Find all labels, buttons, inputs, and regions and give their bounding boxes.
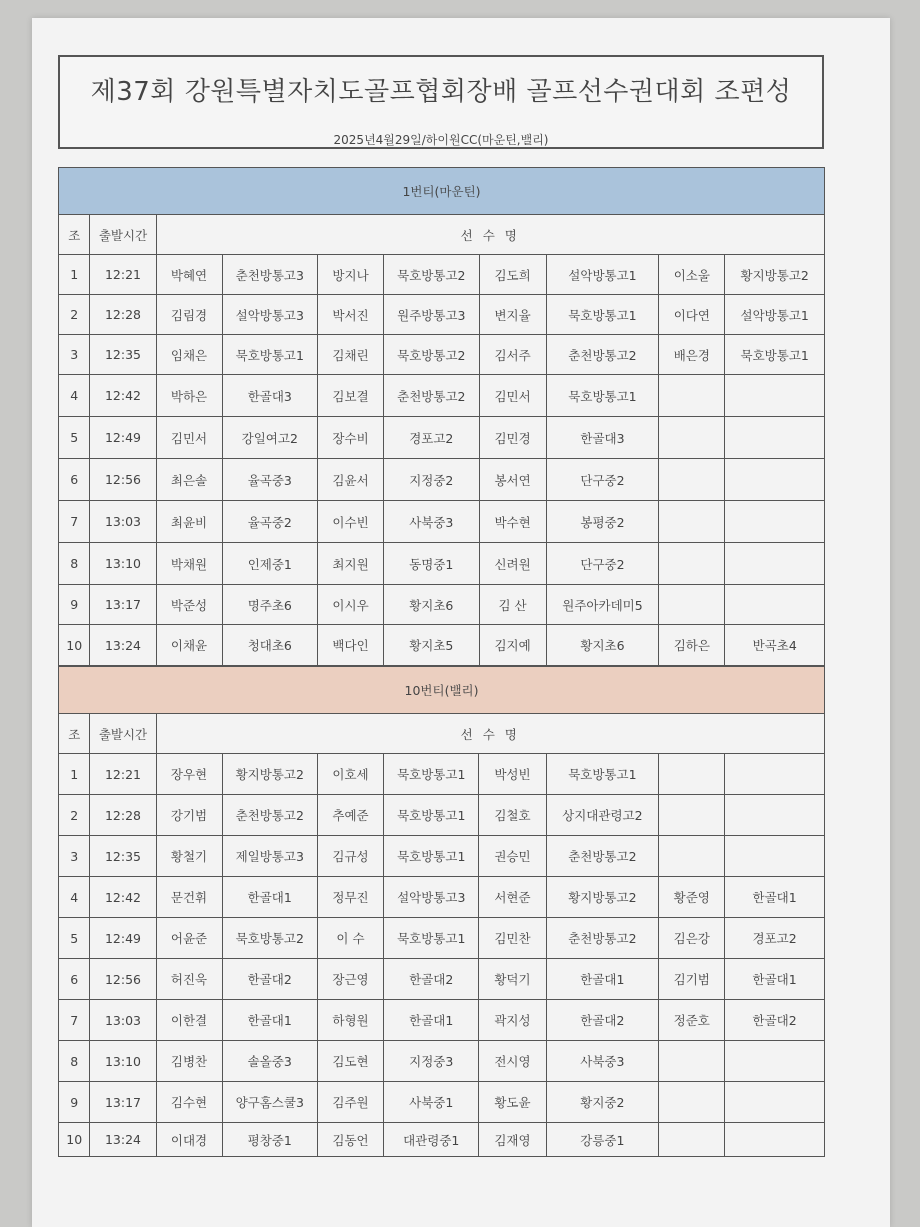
player-name: 봉서연 <box>479 459 546 501</box>
player-name: 이채윤 <box>156 625 222 666</box>
table-row <box>59 877 825 918</box>
tee-time: 12:35 <box>90 836 156 877</box>
player-school: 제일방통고3 <box>222 836 317 877</box>
table-row <box>59 585 825 625</box>
player-name: 추예준 <box>317 795 383 836</box>
player-name <box>659 1123 725 1157</box>
column-header-time: 출발시간 <box>90 714 156 754</box>
table-row <box>59 1123 825 1157</box>
player-school: 황지방통고2 <box>222 754 317 795</box>
group-number: 6 <box>59 959 90 1000</box>
player-name: 김민경 <box>479 417 546 459</box>
player-school <box>725 585 825 625</box>
tee-time: 12:49 <box>90 417 156 459</box>
player-name <box>659 459 725 501</box>
column-header-time: 출발시간 <box>90 215 156 255</box>
column-header-players: 선 수 명 <box>156 714 825 754</box>
group-number: 10 <box>59 625 90 666</box>
page-title: 제37회 강원특별자치도골프협회장배 골프선수권대회 조편성 <box>90 77 792 107</box>
player-school: 강일여고2 <box>222 417 317 459</box>
player-name: 김철호 <box>479 795 546 836</box>
player-name: 장근영 <box>317 959 383 1000</box>
table-row <box>59 795 825 836</box>
player-school: 한골대1 <box>384 1000 479 1041</box>
table-row <box>59 459 825 501</box>
player-name: 이수빈 <box>318 501 384 543</box>
table-row <box>59 1082 825 1123</box>
tee-time: 13:24 <box>90 625 156 666</box>
tee-time: 12:42 <box>90 375 156 417</box>
player-name: 김은강 <box>659 918 725 959</box>
tee-time: 13:03 <box>90 1000 156 1041</box>
group-number: 1 <box>59 255 90 295</box>
player-school: 설악방통고3 <box>222 295 317 335</box>
group-number: 5 <box>59 417 90 459</box>
player-school: 춘천방통고3 <box>222 255 317 295</box>
player-name: 최지원 <box>318 543 384 585</box>
player-name: 김수현 <box>156 1082 222 1123</box>
player-school: 춘천방통고2 <box>546 918 659 959</box>
player-school: 묵호방통고1 <box>384 795 479 836</box>
player-name: 백다인 <box>318 625 384 666</box>
group-number: 3 <box>59 836 90 877</box>
column-header-group: 조 <box>59 714 90 754</box>
table-row <box>59 501 825 543</box>
player-school: 춘천방통고2 <box>546 836 659 877</box>
player-school: 대관령중1 <box>384 1123 479 1157</box>
player-school: 황지초6 <box>384 585 479 625</box>
player-school: 묵호방통고1 <box>384 836 479 877</box>
player-name: 황준영 <box>659 877 725 918</box>
player-name: 장우현 <box>156 754 222 795</box>
player-school: 한골대1 <box>222 877 317 918</box>
table-row <box>59 375 825 417</box>
player-school: 묵호방통고1 <box>222 335 317 375</box>
group-number: 9 <box>59 585 90 625</box>
player-name: 김채린 <box>318 335 384 375</box>
section-title: 10번티(밸리) <box>59 667 825 714</box>
player-school: 한골대2 <box>222 959 317 1000</box>
player-school: 경포고2 <box>725 918 825 959</box>
tee-time: 13:10 <box>90 543 156 585</box>
player-name: 강기범 <box>156 795 222 836</box>
player-name <box>659 543 725 585</box>
player-school <box>725 1082 825 1123</box>
player-school: 한골대2 <box>725 1000 825 1041</box>
player-name: 김 산 <box>479 585 546 625</box>
tee-time: 12:35 <box>90 335 156 375</box>
player-school: 한골대1 <box>222 1000 317 1041</box>
column-header-players: 선 수 명 <box>156 215 824 255</box>
section-header-row <box>59 667 825 714</box>
player-school: 한골대2 <box>384 959 479 1000</box>
player-name <box>659 417 725 459</box>
player-name: 하형원 <box>317 1000 383 1041</box>
tee-time: 13:17 <box>90 585 156 625</box>
player-name: 이소울 <box>659 255 725 295</box>
player-name: 김보결 <box>318 375 384 417</box>
player-school: 단구중2 <box>546 543 659 585</box>
player-name: 임채은 <box>156 335 222 375</box>
player-school: 양구홈스쿨3 <box>222 1082 317 1123</box>
table-row <box>59 1041 825 1082</box>
player-name: 박혜연 <box>156 255 222 295</box>
player-school: 묵호방통고1 <box>725 335 825 375</box>
player-name: 이시우 <box>318 585 384 625</box>
tee-time: 12:21 <box>90 255 156 295</box>
player-school <box>725 543 825 585</box>
table-row <box>59 625 825 666</box>
player-school: 율곡중2 <box>222 501 317 543</box>
tee-time: 12:28 <box>90 795 156 836</box>
player-school <box>725 1123 825 1157</box>
group-number: 5 <box>59 918 90 959</box>
player-name: 박서진 <box>318 295 384 335</box>
player-school <box>725 1041 825 1082</box>
player-name: 황덕기 <box>479 959 546 1000</box>
group-number: 7 <box>59 501 90 543</box>
player-name: 김민찬 <box>479 918 546 959</box>
player-school: 경포고2 <box>384 417 479 459</box>
tee-time: 13:10 <box>90 1041 156 1082</box>
player-school: 사북중3 <box>384 501 479 543</box>
player-name: 김지예 <box>479 625 546 666</box>
player-school: 춘천방통고2 <box>546 335 659 375</box>
player-school: 상지대관령고2 <box>546 795 659 836</box>
player-school: 평창중1 <box>222 1123 317 1157</box>
player-name: 김서주 <box>479 335 546 375</box>
tee-time: 13:17 <box>90 1082 156 1123</box>
player-school <box>725 501 825 543</box>
player-school: 춘천방통고2 <box>384 375 479 417</box>
table-row <box>59 335 825 375</box>
player-school <box>725 417 825 459</box>
player-school: 설악방통고1 <box>725 295 825 335</box>
player-school: 청대초6 <box>222 625 317 666</box>
player-name: 김동언 <box>317 1123 383 1157</box>
title-box <box>58 55 824 149</box>
group-number: 6 <box>59 459 90 501</box>
player-name: 정무진 <box>317 877 383 918</box>
player-school: 원주방통고3 <box>384 295 479 335</box>
player-school: 묵호방통고1 <box>546 754 659 795</box>
player-name <box>659 836 725 877</box>
player-school: 춘천방통고2 <box>222 795 317 836</box>
player-name: 박준성 <box>156 585 222 625</box>
schedule-table-mountain <box>58 167 825 666</box>
player-school <box>725 459 825 501</box>
player-name: 김규성 <box>317 836 383 877</box>
player-name: 권승민 <box>479 836 546 877</box>
player-school: 한골대3 <box>222 375 317 417</box>
player-school: 한골대2 <box>546 1000 659 1041</box>
player-name: 어윤준 <box>156 918 222 959</box>
player-school: 한골대1 <box>725 959 825 1000</box>
player-school: 묵호방통고2 <box>384 255 479 295</box>
player-name: 정준호 <box>659 1000 725 1041</box>
player-school <box>725 754 825 795</box>
player-school: 지정중2 <box>384 459 479 501</box>
group-number: 8 <box>59 543 90 585</box>
player-school: 황지방통고2 <box>725 255 825 295</box>
player-name: 김병찬 <box>156 1041 222 1082</box>
player-school: 솔올중3 <box>222 1041 317 1082</box>
player-name: 이다연 <box>659 295 725 335</box>
player-school: 묵호방통고2 <box>222 918 317 959</box>
column-header-row <box>59 714 825 754</box>
group-number: 1 <box>59 754 90 795</box>
player-school: 강릉중1 <box>546 1123 659 1157</box>
player-name <box>659 501 725 543</box>
player-name: 김주원 <box>317 1082 383 1123</box>
player-name: 박하은 <box>156 375 222 417</box>
player-name: 변지율 <box>479 295 546 335</box>
player-name <box>659 375 725 417</box>
player-school: 율곡중3 <box>222 459 317 501</box>
player-school: 설악방통고3 <box>384 877 479 918</box>
group-number: 2 <box>59 795 90 836</box>
table-row <box>59 959 825 1000</box>
table-row <box>59 295 825 335</box>
player-school: 황지초6 <box>546 625 659 666</box>
player-name: 이한결 <box>156 1000 222 1041</box>
tee-time: 13:03 <box>90 501 156 543</box>
column-header-group: 조 <box>59 215 90 255</box>
player-name: 장수비 <box>318 417 384 459</box>
player-school: 한골대3 <box>546 417 659 459</box>
player-school: 반곡초4 <box>725 625 825 666</box>
player-name <box>659 754 725 795</box>
player-school: 황지초5 <box>384 625 479 666</box>
player-name: 김도희 <box>479 255 546 295</box>
player-school: 원주아카데미5 <box>546 585 659 625</box>
tee-time: 12:56 <box>90 959 156 1000</box>
player-school: 동명중1 <box>384 543 479 585</box>
player-school: 묵호방통고2 <box>384 335 479 375</box>
schedule-table-valley <box>58 666 825 1157</box>
player-school: 명주초6 <box>222 585 317 625</box>
group-number: 10 <box>59 1123 90 1157</box>
player-school: 묵호방통고1 <box>384 918 479 959</box>
player-name: 이 수 <box>317 918 383 959</box>
player-school: 묵호방통고1 <box>384 754 479 795</box>
player-name: 박성빈 <box>479 754 546 795</box>
tee-time: 12:49 <box>90 918 156 959</box>
player-name: 문건휘 <box>156 877 222 918</box>
player-school: 지정중3 <box>384 1041 479 1082</box>
player-school: 인제중1 <box>222 543 317 585</box>
table-row <box>59 255 825 295</box>
player-school: 한골대1 <box>725 877 825 918</box>
player-school: 사북중1 <box>384 1082 479 1123</box>
player-name: 최은솔 <box>156 459 222 501</box>
tee-time: 12:28 <box>90 295 156 335</box>
player-name: 김도현 <box>317 1041 383 1082</box>
player-school: 황지중2 <box>546 1082 659 1123</box>
section-title: 1번티(마운틴) <box>59 168 825 215</box>
player-name: 박채원 <box>156 543 222 585</box>
player-school <box>725 836 825 877</box>
group-number: 4 <box>59 877 90 918</box>
group-number: 7 <box>59 1000 90 1041</box>
group-number: 2 <box>59 295 90 335</box>
player-name: 김윤서 <box>318 459 384 501</box>
section-header-row <box>59 168 825 215</box>
player-school: 사북중3 <box>546 1041 659 1082</box>
player-name: 방지나 <box>318 255 384 295</box>
player-name: 이대경 <box>156 1123 222 1157</box>
table-row <box>59 836 825 877</box>
group-number: 9 <box>59 1082 90 1123</box>
group-number: 3 <box>59 335 90 375</box>
player-name: 이호세 <box>317 754 383 795</box>
player-name: 서현준 <box>479 877 546 918</box>
player-name: 신려원 <box>479 543 546 585</box>
player-school <box>725 795 825 836</box>
player-name: 박수현 <box>479 501 546 543</box>
player-name <box>659 1041 725 1082</box>
player-name: 김기범 <box>659 959 725 1000</box>
table-row <box>59 918 825 959</box>
page-subtitle: 2025년4월29일/하이원CC(마운틴,밸리) <box>333 133 549 147</box>
player-name: 황도윤 <box>479 1082 546 1123</box>
player-school: 한골대1 <box>546 959 659 1000</box>
player-name <box>659 1082 725 1123</box>
player-school: 묵호방통고1 <box>546 375 659 417</box>
group-number: 8 <box>59 1041 90 1082</box>
table-row <box>59 754 825 795</box>
player-name: 허진욱 <box>156 959 222 1000</box>
player-name <box>659 795 725 836</box>
column-header-row <box>59 215 825 255</box>
player-name: 전시영 <box>479 1041 546 1082</box>
player-school: 황지방통고2 <box>546 877 659 918</box>
group-number: 4 <box>59 375 90 417</box>
tee-time: 12:56 <box>90 459 156 501</box>
player-school: 설악방통고1 <box>546 255 659 295</box>
player-school: 묵호방통고1 <box>546 295 659 335</box>
tee-time: 12:21 <box>90 754 156 795</box>
player-school: 봉평중2 <box>546 501 659 543</box>
player-name: 김하은 <box>659 625 725 666</box>
player-name: 김민서 <box>156 417 222 459</box>
tee-time: 12:42 <box>90 877 156 918</box>
player-name: 김재영 <box>479 1123 546 1157</box>
player-name: 배은경 <box>659 335 725 375</box>
player-name: 김림경 <box>156 295 222 335</box>
player-school <box>725 375 825 417</box>
table-row <box>59 417 825 459</box>
player-name: 황철기 <box>156 836 222 877</box>
player-school: 단구중2 <box>546 459 659 501</box>
player-name: 곽지성 <box>479 1000 546 1041</box>
tee-time: 13:24 <box>90 1123 156 1157</box>
player-name: 최윤비 <box>156 501 222 543</box>
table-row <box>59 543 825 585</box>
player-name <box>659 585 725 625</box>
table-row <box>59 1000 825 1041</box>
player-name: 김민서 <box>479 375 546 417</box>
